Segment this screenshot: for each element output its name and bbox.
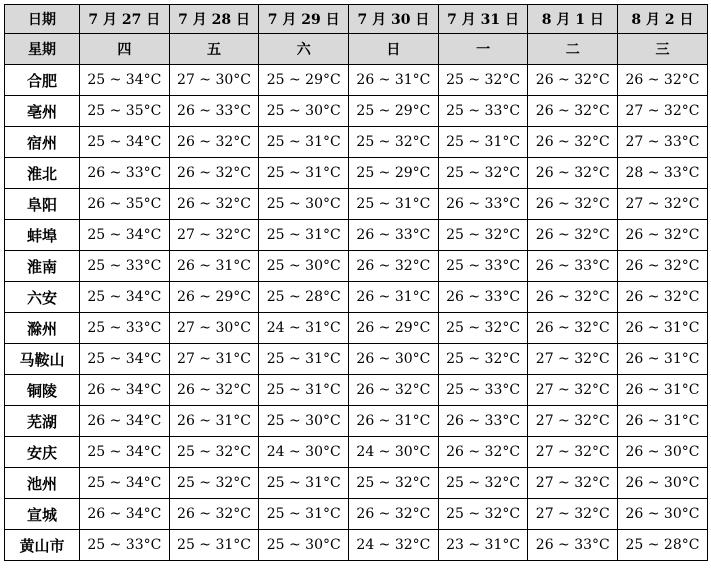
temperature-cell: 26 ~ 34°C	[80, 375, 170, 406]
temperature-cell: 26 ~ 30°C	[618, 437, 708, 468]
city-name: 马鞍山	[5, 344, 80, 375]
temperature-cell: 26 ~ 31°C	[169, 406, 259, 437]
city-name: 淮南	[5, 251, 80, 282]
temperature-cell: 25 ~ 34°C	[80, 282, 170, 313]
temperature-cell: 24 ~ 31°C	[259, 313, 349, 344]
table-row	[5, 344, 708, 375]
temperature-cell: 25 ~ 32°C	[438, 468, 528, 499]
temperature-cell: 25 ~ 31°C	[259, 127, 349, 158]
temperature-cell: 26 ~ 32°C	[349, 499, 439, 530]
temperature-cell: 26 ~ 34°C	[80, 406, 170, 437]
temperature-cell: 25 ~ 29°C	[259, 65, 349, 96]
temperature-cell: 27 ~ 32°C	[618, 96, 708, 127]
date-header: 7 月 29 日	[259, 5, 349, 34]
temperature-cell: 27 ~ 33°C	[618, 127, 708, 158]
weekday-cell: 二	[528, 34, 618, 65]
temperature-cell: 25 ~ 34°C	[80, 468, 170, 499]
city-name: 安庆	[5, 437, 80, 468]
temperature-cell: 24 ~ 32°C	[349, 530, 439, 561]
temperature-cell: 25 ~ 31°C	[259, 220, 349, 251]
temperature-cell: 25 ~ 34°C	[80, 220, 170, 251]
temperature-cell: 26 ~ 30°C	[349, 344, 439, 375]
temperature-cell: 25 ~ 34°C	[80, 127, 170, 158]
weekday-row	[5, 34, 708, 65]
temperature-cell: 25 ~ 32°C	[438, 220, 528, 251]
city-name: 滁州	[5, 313, 80, 344]
temperature-cell: 25 ~ 32°C	[349, 468, 439, 499]
date-header: 7 月 30 日	[349, 5, 439, 34]
corner-header: 日期	[5, 5, 80, 34]
city-name: 阜阳	[5, 189, 80, 220]
temperature-cell: 26 ~ 33°C	[438, 189, 528, 220]
city-name: 黄山市	[5, 530, 80, 561]
table-row	[5, 127, 708, 158]
temperature-cell: 25 ~ 31°C	[259, 344, 349, 375]
temperature-cell: 25 ~ 32°C	[438, 158, 528, 189]
temperature-cell: 25 ~ 32°C	[169, 437, 259, 468]
temperature-cell: 25 ~ 28°C	[259, 282, 349, 313]
table-row	[5, 406, 708, 437]
table-row	[5, 499, 708, 530]
temperature-cell: 26 ~ 33°C	[349, 220, 439, 251]
temperature-cell: 26 ~ 32°C	[528, 65, 618, 96]
temperature-cell: 25 ~ 35°C	[80, 96, 170, 127]
table-row	[5, 530, 708, 561]
date-header-row	[5, 5, 708, 34]
temperature-cell: 25 ~ 29°C	[349, 96, 439, 127]
weekday-cell: 六	[259, 34, 349, 65]
temperature-cell: 27 ~ 32°C	[528, 437, 618, 468]
city-name: 六安	[5, 282, 80, 313]
temperature-cell: 26 ~ 32°C	[618, 65, 708, 96]
temperature-cell: 26 ~ 31°C	[618, 344, 708, 375]
table-row	[5, 189, 708, 220]
temperature-cell: 26 ~ 32°C	[438, 437, 528, 468]
temperature-cell: 26 ~ 32°C	[528, 220, 618, 251]
temperature-cell: 27 ~ 31°C	[169, 344, 259, 375]
temperature-cell: 25 ~ 32°C	[438, 313, 528, 344]
table-row	[5, 375, 708, 406]
temperature-cell: 26 ~ 32°C	[528, 313, 618, 344]
temperature-cell: 26 ~ 33°C	[438, 282, 528, 313]
table-row	[5, 96, 708, 127]
temperature-cell: 27 ~ 30°C	[169, 65, 259, 96]
temperature-cell: 26 ~ 29°C	[349, 313, 439, 344]
temperature-cell: 26 ~ 32°C	[618, 251, 708, 282]
temperature-cell: 26 ~ 32°C	[528, 127, 618, 158]
temperature-cell: 25 ~ 32°C	[349, 127, 439, 158]
temperature-cell: 26 ~ 31°C	[349, 406, 439, 437]
date-header: 7 月 27 日	[80, 5, 170, 34]
temperature-cell: 25 ~ 34°C	[80, 65, 170, 96]
temperature-cell: 24 ~ 30°C	[259, 437, 349, 468]
temperature-cell: 25 ~ 31°C	[349, 189, 439, 220]
temperature-cell: 25 ~ 30°C	[259, 251, 349, 282]
table-row	[5, 313, 708, 344]
temperature-cell: 26 ~ 32°C	[528, 158, 618, 189]
temperature-cell: 25 ~ 30°C	[259, 530, 349, 561]
temperature-cell: 25 ~ 34°C	[80, 344, 170, 375]
temperature-cell: 26 ~ 33°C	[438, 406, 528, 437]
temperature-cell: 25 ~ 32°C	[438, 344, 528, 375]
temperature-cell: 25 ~ 30°C	[259, 406, 349, 437]
city-name: 铜陵	[5, 375, 80, 406]
temperature-cell: 26 ~ 32°C	[169, 375, 259, 406]
table-row	[5, 437, 708, 468]
temperature-cell: 26 ~ 33°C	[169, 96, 259, 127]
temperature-cell: 26 ~ 31°C	[349, 65, 439, 96]
temperature-cell: 27 ~ 32°C	[528, 468, 618, 499]
table-row	[5, 282, 708, 313]
temperature-cell: 27 ~ 32°C	[169, 220, 259, 251]
temperature-cell: 26 ~ 32°C	[618, 220, 708, 251]
weekday-cell: 三	[618, 34, 708, 65]
temperature-cell: 25 ~ 30°C	[259, 96, 349, 127]
temperature-cell: 26 ~ 32°C	[528, 96, 618, 127]
weekday-label: 星期	[5, 34, 80, 65]
temperature-cell: 26 ~ 32°C	[169, 499, 259, 530]
temperature-cell: 26 ~ 33°C	[528, 530, 618, 561]
temperature-cell: 26 ~ 32°C	[528, 189, 618, 220]
temperature-cell: 26 ~ 34°C	[80, 499, 170, 530]
temperature-cell: 25 ~ 33°C	[438, 96, 528, 127]
weekday-cell: 五	[169, 34, 259, 65]
temperature-cell: 26 ~ 31°C	[169, 251, 259, 282]
temperature-cell: 27 ~ 30°C	[169, 313, 259, 344]
temperature-cell: 26 ~ 30°C	[618, 468, 708, 499]
weekday-cell: 一	[438, 34, 528, 65]
temperature-cell: 25 ~ 31°C	[438, 127, 528, 158]
temperature-cell: 28 ~ 33°C	[618, 158, 708, 189]
city-name: 蚌埠	[5, 220, 80, 251]
temperature-cell: 25 ~ 28°C	[618, 530, 708, 561]
temperature-cell: 27 ~ 32°C	[618, 189, 708, 220]
temperature-cell: 25 ~ 33°C	[438, 375, 528, 406]
temperature-cell: 24 ~ 30°C	[349, 437, 439, 468]
city-name: 宿州	[5, 127, 80, 158]
table-row	[5, 65, 708, 96]
temperature-cell: 27 ~ 32°C	[528, 499, 618, 530]
temperature-cell: 25 ~ 32°C	[438, 499, 528, 530]
date-header: 7 月 31 日	[438, 5, 528, 34]
weekday-cell: 四	[80, 34, 170, 65]
temperature-cell: 26 ~ 31°C	[349, 282, 439, 313]
temperature-cell: 26 ~ 31°C	[618, 375, 708, 406]
temperature-cell: 25 ~ 33°C	[80, 251, 170, 282]
date-header: 8 月 1 日	[528, 5, 618, 34]
temperature-cell: 27 ~ 32°C	[528, 344, 618, 375]
temperature-cell: 23 ~ 31°C	[438, 530, 528, 561]
temperature-cell: 26 ~ 32°C	[618, 282, 708, 313]
temperature-cell: 25 ~ 31°C	[169, 530, 259, 561]
temperature-cell: 26 ~ 32°C	[349, 375, 439, 406]
table-row	[5, 220, 708, 251]
table-row	[5, 158, 708, 189]
date-header: 8 月 2 日	[618, 5, 708, 34]
temperature-cell: 26 ~ 31°C	[618, 313, 708, 344]
city-name: 合肥	[5, 65, 80, 96]
temperature-cell: 26 ~ 32°C	[169, 158, 259, 189]
temperature-cell: 25 ~ 32°C	[438, 65, 528, 96]
city-name: 淮北	[5, 158, 80, 189]
temperature-cell: 26 ~ 32°C	[169, 127, 259, 158]
temperature-cell: 26 ~ 31°C	[618, 406, 708, 437]
temperature-cell: 25 ~ 33°C	[80, 530, 170, 561]
date-header: 7 月 28 日	[169, 5, 259, 34]
table-row	[5, 251, 708, 282]
city-name: 亳州	[5, 96, 80, 127]
temperature-cell: 26 ~ 35°C	[80, 189, 170, 220]
temperature-cell: 26 ~ 32°C	[528, 282, 618, 313]
temperature-cell: 25 ~ 31°C	[259, 375, 349, 406]
temperature-cell: 26 ~ 29°C	[169, 282, 259, 313]
temperature-cell: 26 ~ 33°C	[80, 158, 170, 189]
temperature-cell: 25 ~ 32°C	[169, 468, 259, 499]
temperature-cell: 25 ~ 30°C	[259, 189, 349, 220]
temperature-cell: 27 ~ 32°C	[528, 406, 618, 437]
temperature-cell: 25 ~ 31°C	[259, 158, 349, 189]
temperature-cell: 26 ~ 32°C	[349, 251, 439, 282]
temperature-cell: 25 ~ 34°C	[80, 437, 170, 468]
temperature-cell: 26 ~ 30°C	[618, 499, 708, 530]
temperature-cell: 27 ~ 32°C	[528, 375, 618, 406]
temperature-cell: 26 ~ 32°C	[169, 189, 259, 220]
city-name: 宣城	[5, 499, 80, 530]
table-row	[5, 468, 708, 499]
temperature-cell: 25 ~ 33°C	[438, 251, 528, 282]
temperature-cell: 25 ~ 29°C	[349, 158, 439, 189]
temperature-cell: 25 ~ 31°C	[259, 468, 349, 499]
city-name: 池州	[5, 468, 80, 499]
city-name: 芜湖	[5, 406, 80, 437]
temperature-cell: 25 ~ 33°C	[80, 313, 170, 344]
temperature-cell: 25 ~ 31°C	[259, 499, 349, 530]
temperature-cell: 26 ~ 33°C	[528, 251, 618, 282]
forecast-table	[4, 4, 708, 561]
weekday-cell: 日	[349, 34, 439, 65]
